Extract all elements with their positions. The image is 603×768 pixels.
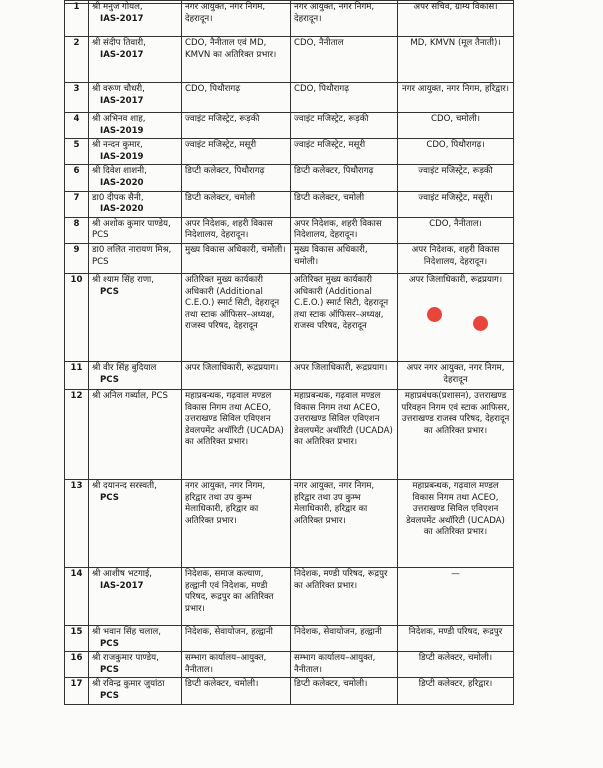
table-body	[65, 1, 514, 705]
officer-name: श्री अनिल गर्ब्याल, PCS	[92, 390, 169, 401]
table-row	[65, 217, 514, 243]
revised-posting: महाप्रबन्धक, गढ़वाल मण्डल विकास निगम तथा ACEO, उत्तराखण्ड सिविल एविएशन डेवलपमेंट अथॉरिटी (UCADA) का अतिरिक्त प्रभार।	[294, 390, 393, 448]
new-posting-cell	[398, 113, 514, 139]
serial-number: 5	[73, 140, 80, 151]
serial-number: 9	[73, 244, 80, 255]
current-posting-cell	[182, 273, 291, 361]
transfer-orders-table	[64, 0, 514, 705]
table-row	[65, 37, 514, 83]
revised-posting: अपर जिलाधिकारी, रूद्रप्रयाग।	[294, 362, 388, 373]
officer-cell	[89, 113, 182, 139]
current-posting: निदेशक, सेवायोजन, हल्द्वानी	[185, 626, 273, 637]
current-posting-cell	[182, 567, 291, 625]
new-posting: डिप्टी कलेक्टर, हरिद्वार।	[418, 679, 493, 690]
new-posting: निदेशक, मण्डी परिषद, रूद्रपुर	[408, 626, 503, 637]
table-row	[65, 243, 514, 273]
current-posting: सम्भाग कार्यालय–आयुक्त, नैनीताल।	[185, 653, 267, 675]
table-row	[65, 389, 514, 479]
serial-number-cell	[65, 625, 89, 651]
serial-number-cell	[65, 361, 89, 389]
revised-posting-cell	[291, 567, 398, 625]
officer-cell	[89, 361, 182, 389]
officer-service: PCS	[100, 374, 119, 385]
officer-service: PCS	[100, 492, 119, 503]
officer-service: PCS	[100, 638, 119, 649]
revised-posting-cell	[291, 139, 398, 165]
serial-number-cell	[65, 139, 89, 165]
table-row	[65, 361, 514, 389]
serial-number-cell	[65, 113, 89, 139]
revised-posting-cell	[291, 273, 398, 361]
serial-number-cell	[65, 165, 89, 191]
officer-service: IAS-2019	[100, 151, 144, 162]
officer-name: श्री वीर सिंह बुदियाल	[92, 362, 157, 373]
red-dot-marker	[427, 307, 442, 322]
new-posting-cell	[398, 37, 514, 83]
revised-posting-cell	[291, 479, 398, 567]
current-posting-cell	[182, 139, 291, 165]
revised-posting-cell	[291, 37, 398, 83]
officer-service: IAS-2020	[100, 204, 144, 215]
current-posting: निदेशक, समाज कल्याण, हल्द्वानी एवं निदेशक, मण्डी परिषद, रूद्रपुर का अतिरिक्त प्रभार।	[185, 568, 274, 614]
serial-number: 3	[73, 84, 80, 94]
table-row	[65, 165, 514, 191]
serial-number: 15	[70, 626, 83, 637]
serial-number: 13	[70, 480, 83, 491]
current-posting-cell	[182, 165, 291, 191]
current-posting: डिप्टी कलेक्टर, पिथौरागढ़	[185, 166, 265, 177]
revised-posting: निदेशक, मण्डी परिषद, रूद्रपुर का अतिरिक्त प्रभार।	[294, 568, 388, 591]
revised-posting: CDO, नैनीताल	[294, 38, 344, 48]
table-row	[65, 625, 514, 651]
serial-number: 11	[70, 362, 83, 373]
current-posting: डिप्टी कलेक्टर, चमोली	[185, 192, 256, 203]
officer-cell	[89, 243, 182, 273]
new-posting: महाप्रबंधक(प्रशासन), उत्तराखण्ड परिवहन निगम एवं स्टाक आफिसर, उत्तराखण्ड राजस्व परिषद, देहरादून का अतिरिक्त प्रभार।	[401, 390, 510, 436]
current-posting-cell	[182, 389, 291, 479]
serial-number-cell	[65, 1, 89, 37]
revised-posting-cell	[291, 83, 398, 113]
serial-number-cell	[65, 37, 89, 83]
serial-number: 17	[70, 679, 83, 690]
new-posting-cell	[398, 191, 514, 217]
new-posting: ज्वाइंट मजिस्ट्रेट, रूड़की	[418, 166, 493, 177]
revised-posting-cell	[291, 113, 398, 139]
serial-number: 12	[70, 390, 83, 401]
serial-number: 10	[70, 274, 83, 285]
new-posting: MD, KMVN (मूल तैनाती)।	[410, 38, 501, 48]
officer-name: श्री राजकुमार पाण्डेय,	[92, 653, 159, 664]
officer-name: श्री वरूण चौधरी,	[92, 84, 145, 94]
officer-cell	[89, 139, 182, 165]
new-posting: अपर निदेशक, शहरी विकास निदेशालय, देहरादून।	[411, 244, 500, 267]
revised-posting: डिप्टी कलेक्टर, पिथौरागढ़	[294, 166, 374, 177]
current-posting: अपर जिलाधिकारी, रूद्रप्रयाग।	[185, 362, 279, 373]
revised-posting-cell	[291, 165, 398, 191]
officer-cell	[89, 652, 182, 678]
revised-posting-cell	[291, 652, 398, 678]
officer-name: श्री दयानन्द सरस्वती,	[92, 480, 157, 491]
new-posting-cell	[398, 1, 514, 37]
serial-number: 16	[70, 653, 83, 664]
new-posting-cell	[398, 83, 514, 113]
officer-name: श्री श्याम सिंह राणा,	[92, 274, 155, 285]
serial-number-cell	[65, 243, 89, 273]
current-posting: CDO, पिथौरागढ़	[185, 84, 241, 94]
new-posting-cell	[398, 243, 514, 273]
revised-posting: अतिरिक्त मुख्य कार्यकारी अधिकारी (Additional C.E.O.) स्मार्ट सिटी, देहरादून तथा स्टाक ऑफिसर–अध्यक्ष, राजस्व परिषद, देहरादून	[294, 274, 389, 332]
new-posting: नगर आयुक्त, नगर निगम, हरिद्वार।	[401, 84, 510, 94]
current-posting-cell	[182, 678, 291, 704]
new-posting: CDO, चमोली।	[431, 114, 480, 124]
new-posting-cell	[398, 652, 514, 678]
current-posting-cell	[182, 191, 291, 217]
current-posting-cell	[182, 243, 291, 273]
current-posting-cell	[182, 479, 291, 567]
revised-posting: मुख्य विकास अधिकारी, चमोली।	[294, 244, 368, 267]
officer-service: IAS-2017	[100, 580, 144, 591]
table-row	[65, 273, 514, 361]
table-row	[65, 678, 514, 704]
revised-posting: अपर निदेशक, शहरी विकास निदेशालय, देहरादून।	[294, 218, 382, 241]
officer-name: श्री भवान सिंह चलाल,	[92, 626, 161, 637]
officer-service: IAS-2020	[100, 177, 144, 188]
new-posting-cell	[398, 389, 514, 479]
officer-service: IAS-2017	[100, 49, 144, 60]
new-posting-cell	[398, 361, 514, 389]
officer-cell	[89, 1, 182, 37]
new-posting-cell	[398, 479, 514, 567]
serial-number: 4	[73, 114, 80, 124]
current-posting: अतिरिक्त मुख्य कार्यकारी अधिकारी (Additional C.E.O.) स्मार्ट सिटी, देहरादून तथा स्टाक ऑफिसर–अध्यक्ष, राजस्व परिषद, देहरादून	[185, 274, 280, 332]
current-posting: डिप्टी कलेक्टर, चमोली।	[185, 679, 259, 690]
officer-name: श्री अशोक कुमार पाण्डेय, PCS	[92, 218, 171, 241]
new-posting-cell	[398, 139, 514, 165]
new-posting: ज्वाइंट मजिस्ट्रेट, मसूरी।	[418, 192, 493, 203]
serial-number-cell	[65, 567, 89, 625]
officer-service: IAS-2019	[100, 125, 144, 136]
officer-name: श्री दिवेश शाशनी,	[92, 166, 147, 177]
revised-posting-cell	[291, 678, 398, 704]
current-posting: अपर निदेशक, शहरी विकास निदेशालय, देहरादून।	[185, 218, 273, 241]
officer-cell	[89, 625, 182, 651]
new-posting: CDO, नैनीताल।	[429, 218, 482, 229]
serial-number-cell	[65, 479, 89, 567]
revised-posting: डिप्टी कलेक्टर, चमोली	[294, 192, 365, 203]
officer-name: श्री अभिनव शाह,	[92, 114, 146, 124]
new-posting-cell	[398, 273, 514, 361]
revised-posting: नगर आयुक्त, नगर निगम, हरिद्वार तथा उप कुम्भ मेलाधिकारी, हरिद्वार का अतिरिक्त प्रभार।	[294, 480, 375, 526]
officer-service: PCS	[100, 690, 119, 701]
officer-cell	[89, 389, 182, 479]
officer-cell	[89, 217, 182, 243]
officer-cell	[89, 479, 182, 567]
current-posting-cell	[182, 361, 291, 389]
officer-name: श्री संदीप तिवारी,	[92, 38, 146, 48]
current-posting-cell	[182, 652, 291, 678]
new-posting: CDO, पिथौरागढ़।	[426, 140, 485, 151]
officer-name: श्री नन्दन कुमार,	[92, 140, 143, 151]
new-posting: अपर नगर आयुक्त, नगर निगम, देहरादून	[406, 362, 505, 385]
revised-posting: निदेशक, सेवायोजन, हल्द्वानी	[294, 626, 382, 637]
new-posting-cell	[398, 165, 514, 191]
revised-posting-cell	[291, 217, 398, 243]
revised-posting: सम्भाग कार्यालय–आयुक्त, नैनीताल।	[294, 653, 376, 675]
revised-posting-cell	[291, 243, 398, 273]
table-row	[65, 479, 514, 567]
current-posting-cell	[182, 113, 291, 139]
new-posting: महाप्रबन्धक, गढ़वाल मण्डल विकास निगम तथा ACEO, उत्तराखण्ड सिविल एविएशन डेवलपमेंट अथॉरिटी (UCADA) का अतिरिक्त प्रभार।	[406, 480, 505, 538]
new-posting: अपर सचिव, ग्राम्य विकास।	[413, 2, 498, 12]
new-posting: अपर जिलाधिकारी, रूद्रप्रयाग।	[408, 274, 503, 285]
current-posting: ज्वाइंट मजिस्ट्रेट, रूड़की	[185, 114, 260, 124]
current-posting-cell	[182, 83, 291, 113]
new-posting-cell	[398, 217, 514, 243]
revised-posting: डिप्टी कलेक्टर, चमोली।	[294, 679, 368, 690]
new-posting-cell	[398, 567, 514, 625]
officer-cell	[89, 678, 182, 704]
current-posting: महाप्रबन्धक, गढ़वाल मण्डल विकास निगम तथा ACEO, उत्तराखण्ड सिविल एविएशन डेवलपमेंट अथॉरिटी (UCADA) का अतिरिक्त प्रभार।	[185, 390, 284, 448]
revised-posting: ज्वाइंट मजिस्ट्रेट, रूड़की	[294, 114, 369, 124]
serial-number-cell	[65, 191, 89, 217]
officer-cell	[89, 37, 182, 83]
current-posting: नगर आयुक्त, नगर निगम, देहरादून।	[185, 2, 266, 24]
officer-name: श्री रविन्द्र कुमार जुयांठा	[92, 679, 165, 690]
serial-number: 6	[73, 166, 80, 177]
current-posting-cell	[182, 625, 291, 651]
officer-service: IAS-2017	[100, 13, 144, 24]
revised-posting-cell	[291, 1, 398, 37]
table-row	[65, 567, 514, 625]
serial-number-cell	[65, 652, 89, 678]
officer-service: IAS-2017	[100, 95, 144, 106]
serial-number-cell	[65, 678, 89, 704]
current-posting: CDO, नैनीताल एवं MD, KMVN का अतिरिक्त प्रभार।	[185, 38, 277, 60]
officer-name: श्री मनुज गोयल,	[92, 2, 143, 12]
serial-number-cell	[65, 273, 89, 361]
table-row	[65, 113, 514, 139]
red-dot-marker	[473, 316, 488, 331]
table-row	[65, 139, 514, 165]
current-posting: नगर आयुक्त, नगर निगम, हरिद्वार तथा उप कुम्भ मेलाधिकारी, हरिद्वार का अतिरिक्त प्रभार।	[185, 480, 266, 526]
current-posting: ज्वाइंट मजिस्ट्रेट, मसूरी	[185, 140, 257, 151]
serial-number-cell	[65, 83, 89, 113]
serial-number: 7	[73, 192, 80, 203]
serial-number-cell	[65, 389, 89, 479]
officer-name: डा0 दीपक सैनी,	[92, 192, 144, 203]
officer-service: PCS	[100, 664, 119, 675]
new-posting: —	[451, 568, 460, 579]
officer-cell	[89, 273, 182, 361]
officer-cell	[89, 165, 182, 191]
current-posting-cell	[182, 1, 291, 37]
serial-number: 14	[70, 568, 83, 579]
revised-posting: नगर आयुक्त, नगर निगम, देहरादून।	[294, 2, 375, 24]
new-posting-cell	[398, 678, 514, 704]
current-posting-cell	[182, 37, 291, 83]
new-posting-cell	[398, 625, 514, 651]
revised-posting: ज्वाइंट मजिस्ट्रेट, मसूरी	[294, 140, 366, 151]
current-posting-cell	[182, 217, 291, 243]
revised-posting-cell	[291, 389, 398, 479]
officer-cell	[89, 83, 182, 113]
serial-number: 8	[73, 218, 80, 229]
officer-service: PCS	[100, 286, 119, 297]
revised-posting-cell	[291, 191, 398, 217]
officer-cell	[89, 567, 182, 625]
new-posting: डिप्टी कलेक्टर, चमोली।	[418, 653, 493, 664]
serial-number: 2	[73, 38, 80, 48]
current-posting: मुख्य विकास अधिकारी, चमोली।	[185, 244, 286, 255]
table-row	[65, 652, 514, 678]
officer-cell	[89, 191, 182, 217]
officer-name: डा0 ललित नारायण मिश्र, PCS	[92, 244, 172, 267]
revised-posting-cell	[291, 625, 398, 651]
revised-posting-cell	[291, 361, 398, 389]
officer-name: श्री आशीष भटगाई,	[92, 568, 152, 579]
serial-number: 1	[73, 2, 80, 12]
table-row	[65, 83, 514, 113]
revised-posting: CDO, पिथौरागढ़	[294, 84, 350, 94]
table-row	[65, 1, 514, 37]
serial-number-cell	[65, 217, 89, 243]
table-row	[65, 191, 514, 217]
